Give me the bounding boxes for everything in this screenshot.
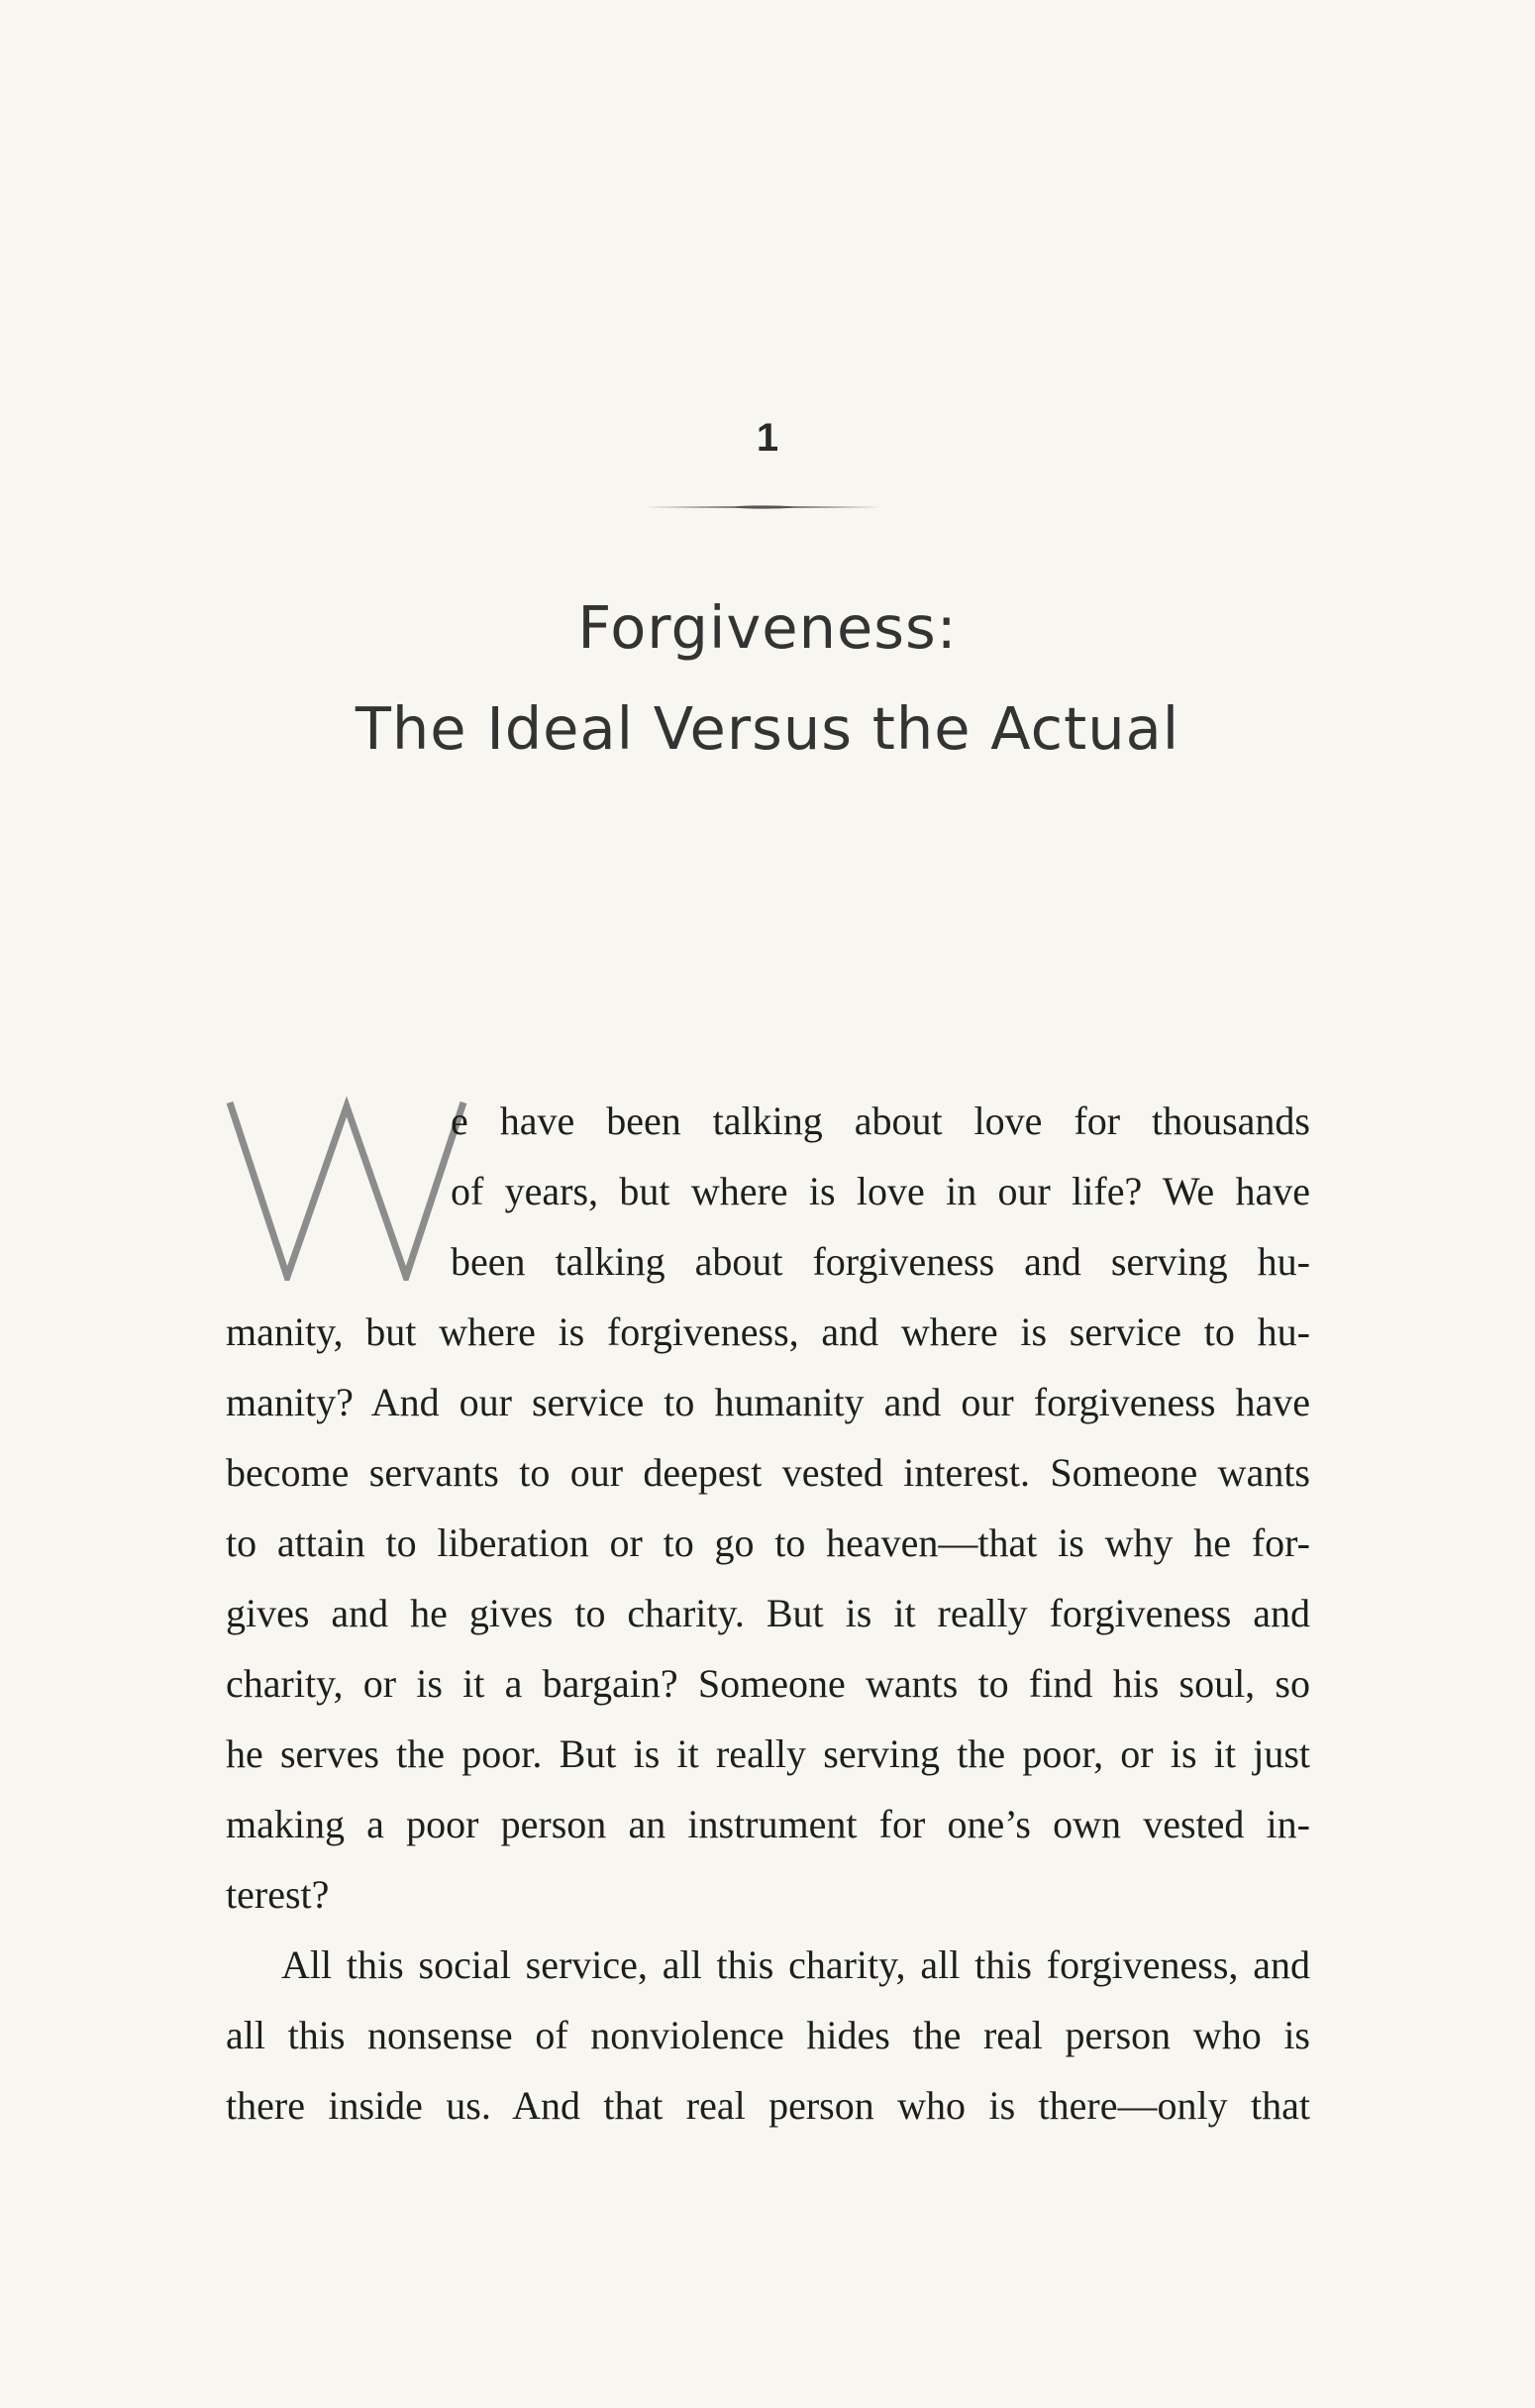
chapter-title-line-2: The Ideal Versus the Actual (355, 694, 1180, 763)
paragraph-2-line: all this nonsense of nonviolence hides the real person who is (226, 2013, 1310, 2057)
paragraph-1-line: terest? (226, 1872, 330, 1917)
paragraph-1-line: of years, but where is love in our life? We have (451, 1169, 1310, 1213)
paragraph-1-line: making a poor person an instrument for one’s own vested in- (226, 1802, 1310, 1846)
paragraph-1-line: gives and he gives to charity. But is it really forgiveness and (226, 1591, 1310, 1635)
paragraph-2-line: All this social service, all this charity, all this forgiveness, and (281, 1942, 1310, 1987)
paragraph-2-line: there inside us. And that real person who is there—only that (226, 2083, 1310, 2128)
paragraph-1-line: become servants to our deepest vested interest. Someone wants (226, 1450, 1310, 1495)
paragraph-1-line: manity, but where is forgiveness, and where is service to hu- (226, 1309, 1310, 1354)
chapter-title (0, 577, 1535, 780)
chapter-title-line-1: Forgiveness: (577, 593, 958, 662)
paragraph-1-line: to attain to liberation or to go to heaven—that is why he for- (226, 1520, 1310, 1565)
chapter-divider-rule (646, 504, 883, 510)
paragraph-1-line: manity? And our service to humanity and our forgiveness have (226, 1380, 1310, 1424)
body-text (226, 1086, 1310, 2141)
chapter-number: 1 (756, 416, 779, 460)
paragraph-1-line: charity, or is it a bargain? Someone wants to find his soul, so (226, 1661, 1310, 1706)
paragraph-1-line: he serves the poor. But is it really serving the poor, or is it just (226, 1731, 1310, 1776)
paragraph-1-line: e have been talking about love for thousands (451, 1099, 1310, 1143)
paragraph-1-line: been talking about forgiveness and serving hu- (451, 1239, 1310, 1284)
